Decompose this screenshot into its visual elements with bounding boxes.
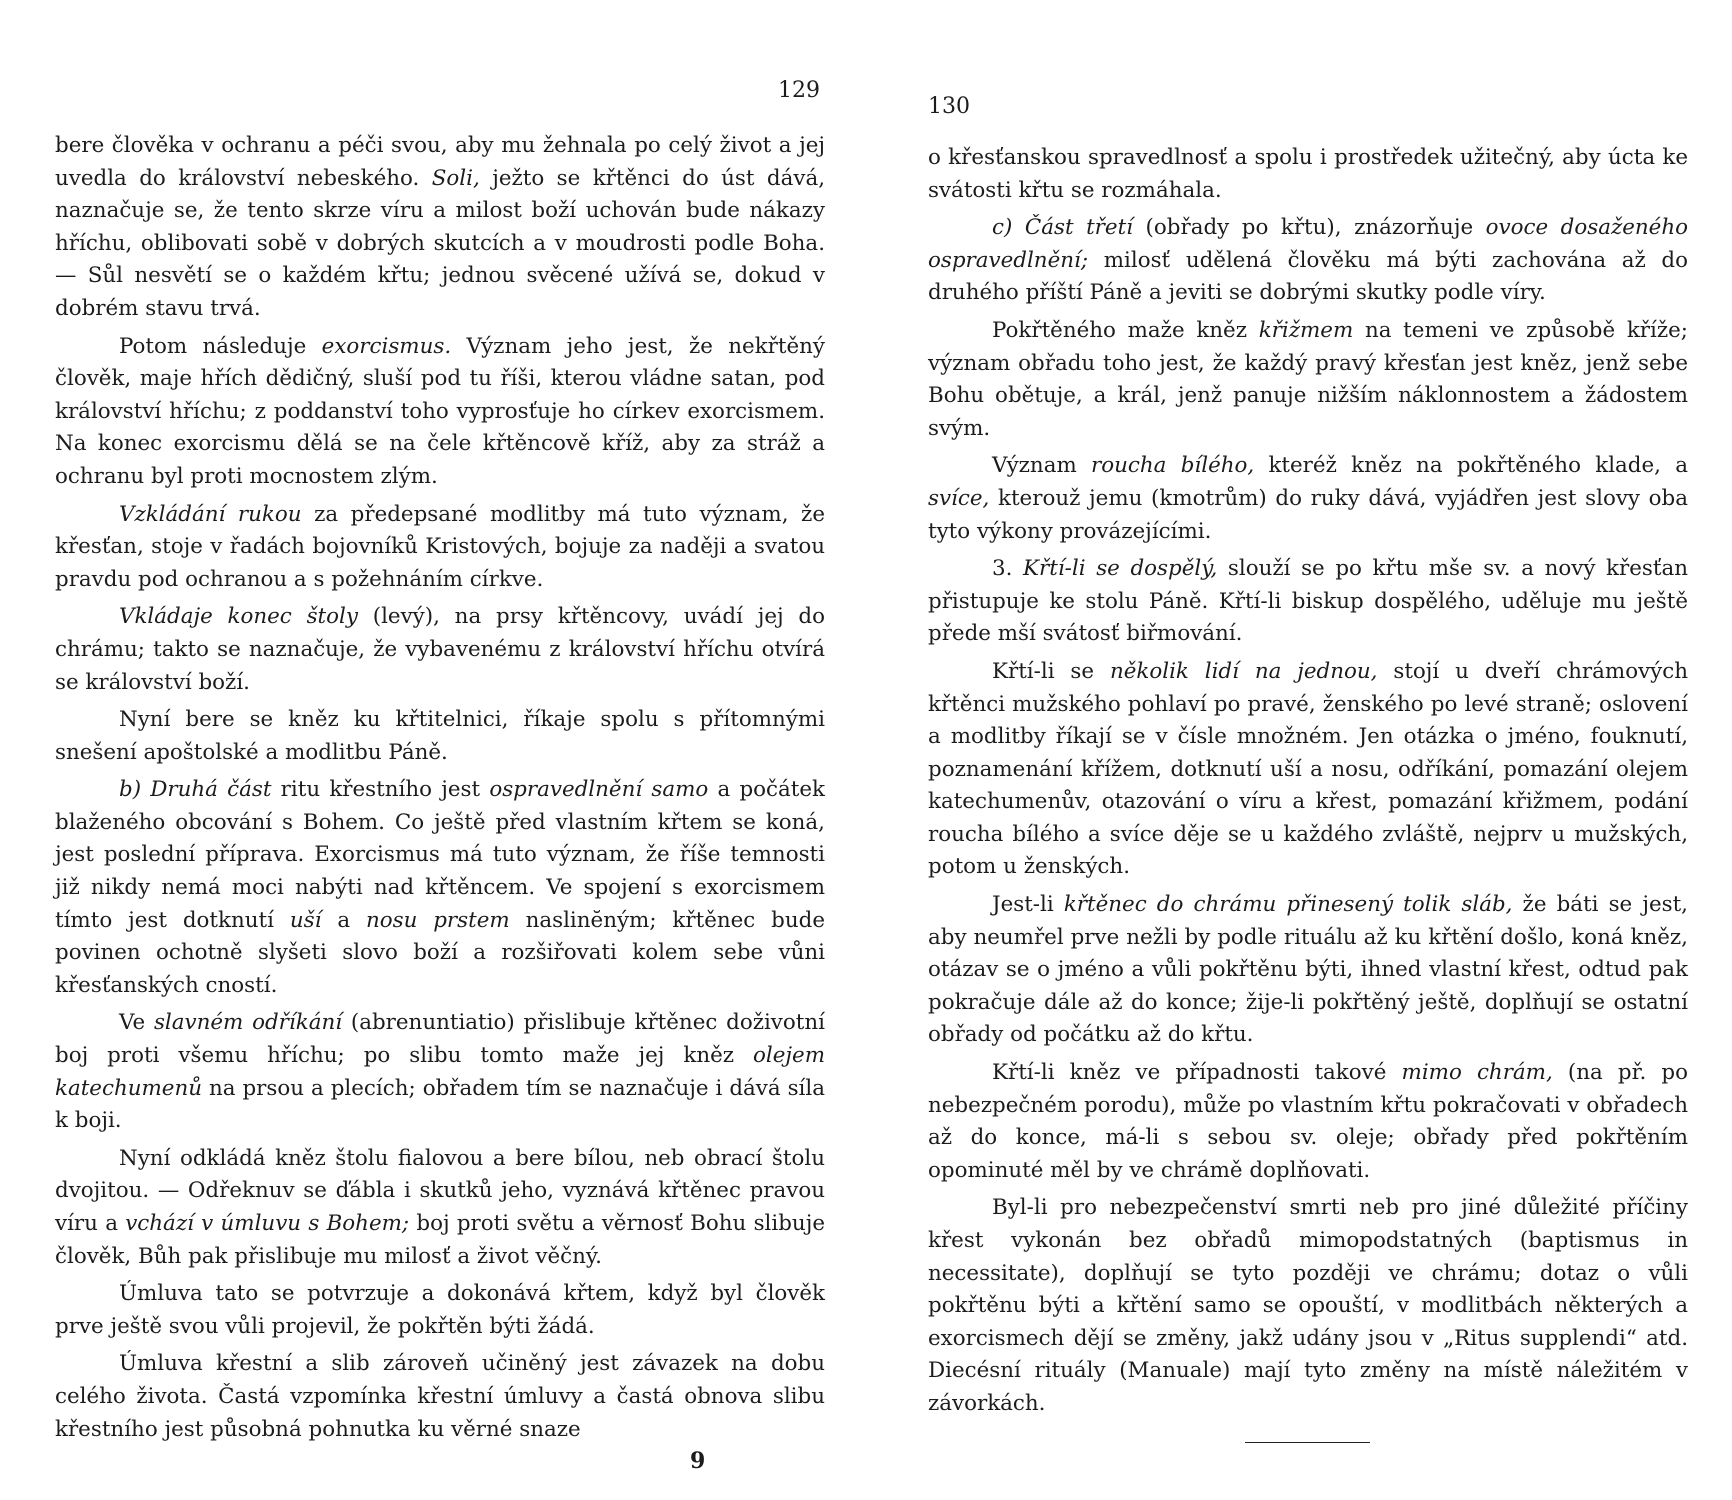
italic-term: Soli, <box>431 165 480 191</box>
italic-term: c) Část třetí <box>992 215 1134 241</box>
paragraph <box>55 1348 825 1446</box>
text-run: Pokřtěného maže kněz <box>992 317 1259 343</box>
italic-term: b) Druhá část <box>119 777 272 803</box>
signature-mark: 9 <box>690 1448 706 1474</box>
italic-term: ospravedlnění samo <box>489 777 709 803</box>
page-body <box>928 142 1688 1426</box>
italic-term: exorcismus. <box>321 333 452 359</box>
italic-term: Vkládaje konec štoly <box>119 604 358 630</box>
text-run: na temeni ve způsobě kříže; význam obřadu toho jest, že každý pravý křesťan jest kněz, jenž sebe Bohu obětuje, a král, jenž panuje nižším náklonnostem a žádostem svým. <box>928 317 1688 441</box>
italic-term: uší <box>289 907 322 933</box>
text-run: Ve <box>119 1010 154 1036</box>
text-run: že báti se jest, aby neumřel prve nežli by podle rituálu až ku křtění došlo, koná kněz, otázav se o jméno a vůli pokřtěnu býti, ihned vlastní křest, odtud pak pokračuje dále až do konce; žije-li pokřtěný ještě, doplňují se ostatní obřady od počátku až do křtu. <box>928 892 1688 1048</box>
paragraph <box>928 450 1688 548</box>
text-run: Význam <box>992 453 1092 479</box>
text-run: Úmluva tato se potvrzuje a dokonává křtem, když byl člověk prve ještě svou vůli projevil, že pokřtěn býti žádá. <box>55 1281 825 1339</box>
page-number: 129 <box>778 78 820 103</box>
text-run: slouží se po křtu mše sv. a nový křesťan přistupuje ke stolu Páně. Křtí-li biskup dospělého, uděluje mu ještě přede mší svátosť biřmování. <box>928 556 1688 647</box>
paragraph <box>928 212 1688 310</box>
text-run: o křesťanskou spravedlnosť a spolu i prostředek užitečný, aby úcta ke svátosti křtu se rozmáhala. <box>928 145 1688 203</box>
text-run: milosť udělená člověku má býti zachována až do druhého příští Páně a jeviti se dobrými skutky podle víry. <box>928 247 1688 306</box>
paragraph <box>55 130 825 326</box>
paragraph <box>928 553 1688 651</box>
end-rule <box>1245 1442 1370 1443</box>
text-run: Význam jeho jest, že nekřtěný člověk, maje hřích dědičný, sluší pod tu říši, kterou vládne satan, pod království hříchu; z poddanství toho vyprosťuje ho církev exorcismem. Na konec exorcismu dělá se na čele křtěncově kříž, aby za stráž a ochranu byl proti mocnostem zlým. <box>55 333 825 489</box>
text-run: bere člověka v ochranu a péči svou, aby mu žehnala po celý život a jej uvedla do království nebeského. <box>55 133 825 191</box>
text-run: Křtí-li kněz ve případnosti takové <box>992 1060 1402 1086</box>
italic-term: vchází v úmluvu s Bohem; <box>125 1211 410 1236</box>
paragraph <box>55 1278 825 1343</box>
text-run: Nyní odkládá kněz štolu fialovou a bere bílou, neb obrací štolu dvojitou. — Odřeknuv se ďábla i skutků jeho, vyznává křtěnec pravou víru a <box>55 1145 825 1236</box>
italic-term: Křtí-li se dospělý, <box>1023 556 1218 582</box>
text-run: a <box>321 907 366 933</box>
paragraph <box>928 1057 1688 1187</box>
paragraph <box>55 704 825 769</box>
italic-term: křtěnec do chrámu přinesený tolik sláb, <box>1063 892 1513 918</box>
text-run: kterouž jemu (kmotrům) do ruky dává, vyjádřen jest slovy oba tyto výkony provázejícími. <box>928 485 1688 544</box>
paragraph <box>55 499 825 597</box>
text-run: boj proti světu a věrnosť Bohu slibuje člověk, Bůh pak přislibuje mu milosť a život věčný. <box>55 1211 826 1269</box>
text-run: Byl-li pro nebezpečenství smrti neb pro jiné důležité příčiny křest vykonán bez obřadů mimopodstatných (baptismus in necessitate), doplňují se tyto později ve chrámu; dotaz o vůli pokřtěnu býti a křtění samo se opouští, v modlitbách některých a exorcismech dějí se změny, jakž udány jsou v „Ritus supplendi“ atd. Diecésní rituály (Manuale) mají tyto změny na místě náležitém v závorkách. <box>928 1195 1688 1416</box>
italic-term: svíce, <box>928 485 990 511</box>
text-run: naslinĕným; křtěnec bude povinen ochotně slyšeti slovo boží a rozšiřovati kolem sebe vůni křesťanských cností. <box>55 907 825 998</box>
paragraph <box>55 1007 825 1137</box>
text-run: (na př. po nebezpečném porodu), může po vlastním křtu pokračovati v obřadech až do konce, má-li s sebou sv. oleje; obřady před pokřtěním opominuté měl by ve chrámě doplňovati. <box>928 1060 1688 1183</box>
text-run: stojí u dveří chrámových křtěnci mužského pohlaví po pravé, ženského po levé straně; oslovení a modlitby říkají se v čísle množném. Jen otázka o jméno, fouknutí, poznamenání křížem, dotknutí uší a nosu, odříkání, pomazání olejem katechumenův, otazování o víru a křest, pomazání křižmem, podání roucha bílého a svíce děje se u každého zvláště, nejprv u mužských, potom u ženských. <box>928 658 1688 880</box>
paragraph <box>928 315 1688 445</box>
text-run: Úmluva křestní a slib zároveň učiněný jest závazek na dobu celého života. Častá vzpomínka křestní úmluvy a častá obnova slibu křestního jest působná pohnutka ku věrné snaze <box>55 1351 825 1442</box>
text-run: 3. <box>992 556 1024 582</box>
italic-term: Vzkládání rukou <box>119 501 302 527</box>
italic-term: křižmem <box>1258 317 1354 343</box>
text-run: a počátek blaženého obcování s Bohem. Co ještě před vlastním křtem se koná, jest poslední příprava. Exorcismus má tuto význam, že říše temnosti již nikdy nemá moci nabýti nad křtěncem. Ve spojení s exorcismem tímto jest dotknutí <box>55 777 825 933</box>
text-run: na prsou a plecích; obřadem tím se naznačuje i dává síla k boji. <box>55 1075 825 1134</box>
text-run: ritu křestního jest <box>271 777 490 803</box>
text-run: (obřady po křtu), znázorňuje <box>1133 215 1486 241</box>
italic-term: olejem katechumenů <box>55 1043 825 1101</box>
paragraph <box>928 889 1688 1052</box>
text-run: (abrenuntiatio) přislibuje křtěnec doživotní boj proti všemu hříchu; po slibu tomto maže jej kněz <box>55 1010 825 1069</box>
paragraph <box>928 1192 1688 1420</box>
paragraph <box>928 656 1688 884</box>
italic-term: roucha bílého, <box>1091 453 1255 479</box>
paragraph <box>55 1143 825 1273</box>
paragraph <box>55 331 825 494</box>
text-run: Jest-li <box>992 892 1064 918</box>
text-run: za předepsané modlitby má tuto význam, že křesťan, stoje v řadách bojovníků Kristových, bojuje za naději a svatou pravdu pod ochranou a s požehnáním církve. <box>55 501 825 592</box>
italic-term: slavném odříkání <box>153 1010 343 1036</box>
text-run: Potom následuje <box>119 333 322 359</box>
text-run: (levý), na prsy křtěncovy, uvádí jej do chrámu; takto se naznačuje, že vybavenému z království hříchu otvírá se království boží. <box>55 604 825 695</box>
italic-term: nosu prstem <box>365 907 510 933</box>
text-run: Nyní bere se kněz ku křtitelnici, říkaje spolu s přítomnými snešení apoštolské a modlitbu Páně. <box>55 707 825 765</box>
paragraph <box>55 774 825 1002</box>
italic-term: několik lidí na jednou, <box>1109 658 1378 684</box>
page-body <box>55 130 825 1451</box>
page-number: 130 <box>928 94 970 119</box>
text-run: ježto se křtěnci do úst dává, naznačuje se, že tento skrze víru a milost boží uchován bude nákazy hříchu, oblibovati sobě v dobrých skutcích a v moudrosti podle Boha. — Sůl nesvětí se o každém křtu; jednou svěcené užívá se, dokud v dobrém stavu trvá. <box>55 165 825 321</box>
paragraph <box>928 142 1688 207</box>
italic-term: mimo chrám, <box>1401 1060 1553 1086</box>
paragraph <box>55 601 825 699</box>
text-run: kteréž kněz na pokřtěného klade, a <box>1254 453 1688 479</box>
text-run: Křtí-li se <box>992 658 1110 684</box>
italic-term: ovoce dosaženého ospravedlnění; <box>928 215 1688 273</box>
